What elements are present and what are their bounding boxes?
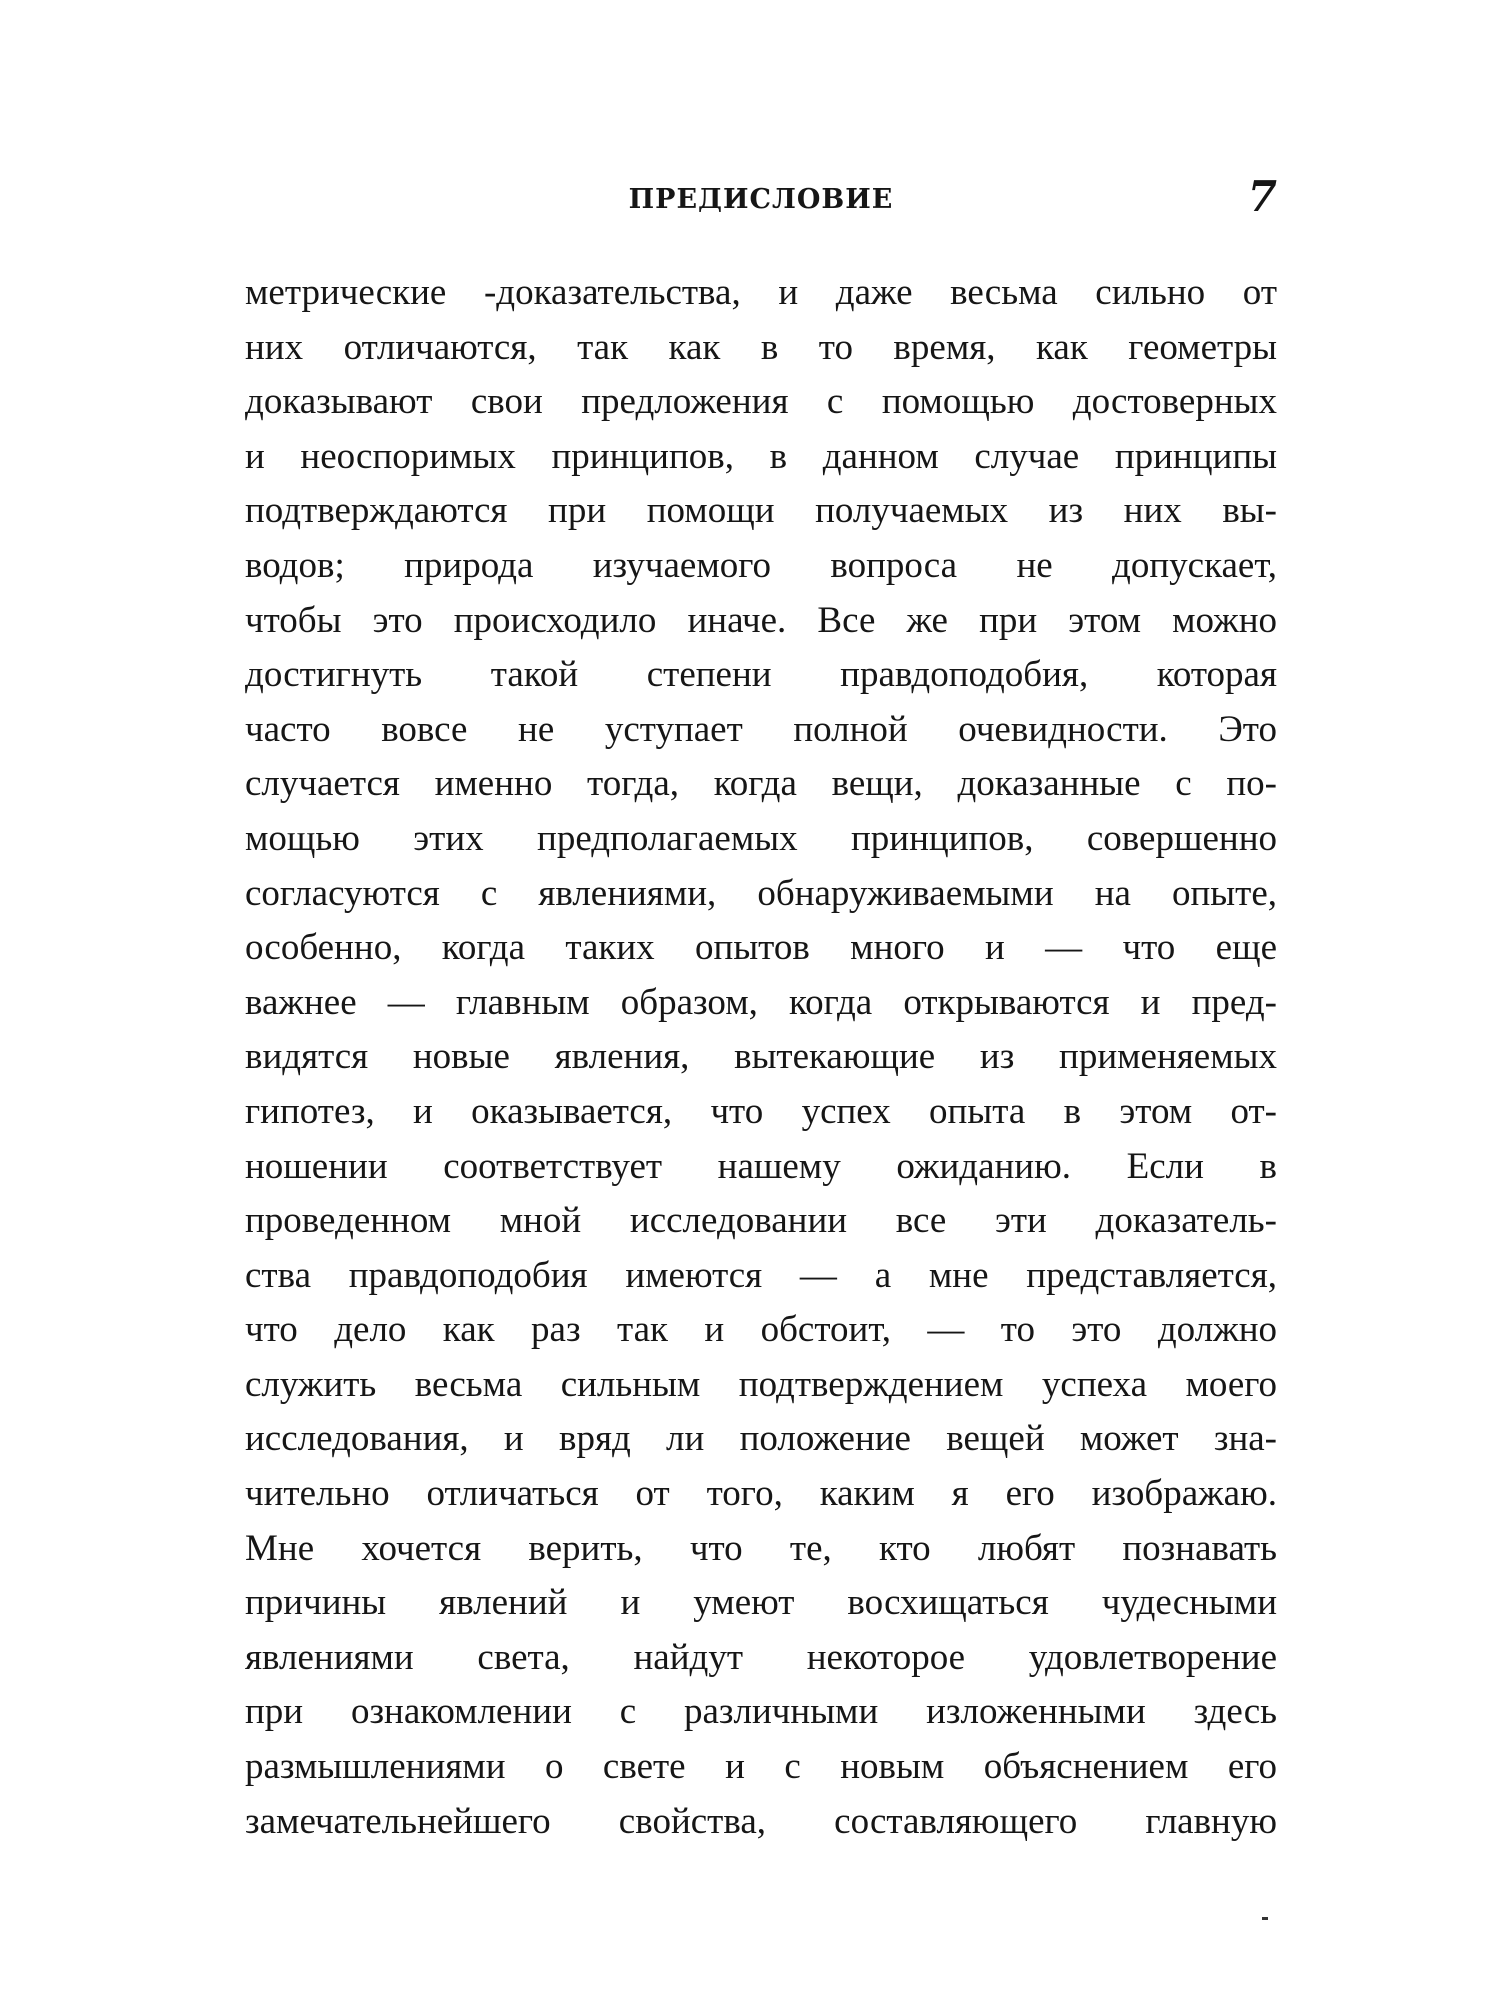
- text-line: важнее — главным образом, когда открываются и пред-: [245, 981, 1277, 1023]
- text-line: чительно отличаться от того, каким я его изображаю.: [245, 1473, 1277, 1515]
- text-line: ства правдоподобия имеются — а мне представляется,: [245, 1254, 1277, 1296]
- text-line: чтобы это происходило иначе. Все же при этом можно: [245, 599, 1277, 641]
- text-line: мощью этих предполагаемых принципов, совершенно: [245, 817, 1277, 859]
- text-line: подтверждаются при помощи получаемых из них вы-: [245, 490, 1277, 532]
- text-line: видятся новые явления, вытекающие из применяемых: [245, 1036, 1277, 1078]
- text-line: явлениями света, найдут некоторое удовлетворение: [245, 1636, 1277, 1678]
- text-line: Мне хочется верить, что те, кто любят познавать: [245, 1527, 1277, 1569]
- text-line: гипотез, и оказывается, что успех опыта в этом от-: [245, 1090, 1277, 1132]
- text-line: размышлениями о свете и с новым объяснением его: [245, 1746, 1277, 1788]
- text-line: согласуются с явлениями, обнаруживаемыми на опыте,: [245, 872, 1277, 914]
- running-head: [245, 172, 1277, 236]
- text-line: достигнуть такой степени правдоподобия, которая: [245, 654, 1277, 696]
- text-line: особенно, когда таких опытов много и — что еще: [245, 927, 1277, 969]
- text-line: случается именно тогда, когда вещи, доказанные с по-: [245, 763, 1277, 805]
- print-speck: [1262, 1917, 1268, 1920]
- text-line: них отличаются, так как в то время, как геометры: [245, 326, 1277, 368]
- text-line: и неоспоримых принципов, в данном случае принципы: [245, 435, 1277, 477]
- text-line: причины явлений и умеют восхищаться чудесными: [245, 1582, 1277, 1624]
- text-line: что дело как раз так и обстоит, — то это должно: [245, 1309, 1277, 1351]
- text-line: замечательнейшего свойства, составляющего главную: [245, 1800, 1277, 1842]
- running-title: ПРЕДИСЛОВИЕ: [628, 184, 894, 215]
- text-line: служить весьма сильным подтверждением успеха моего: [245, 1363, 1277, 1405]
- text-line: доказывают свои предложения с помощью достоверных: [245, 381, 1277, 423]
- text-line: часто вовсе не уступает полной очевидности. Это: [245, 708, 1277, 750]
- text-line: при ознакомлении с различными изложенными здесь: [245, 1691, 1277, 1733]
- text-line: исследования, и вряд ли положение вещей может зна-: [245, 1418, 1277, 1460]
- text-line: ношении соответствует нашему ожиданию. Если в: [245, 1145, 1277, 1187]
- text-line: проведенном мной исследовании все эти доказатель-: [245, 1200, 1277, 1242]
- body-text: [245, 266, 1277, 1849]
- page-number: 7: [1247, 172, 1277, 221]
- text-line: метрические -доказательства, и даже весьма сильно от: [245, 272, 1277, 313]
- text-line: водов; природа изучаемого вопроса не допускает,: [245, 544, 1277, 586]
